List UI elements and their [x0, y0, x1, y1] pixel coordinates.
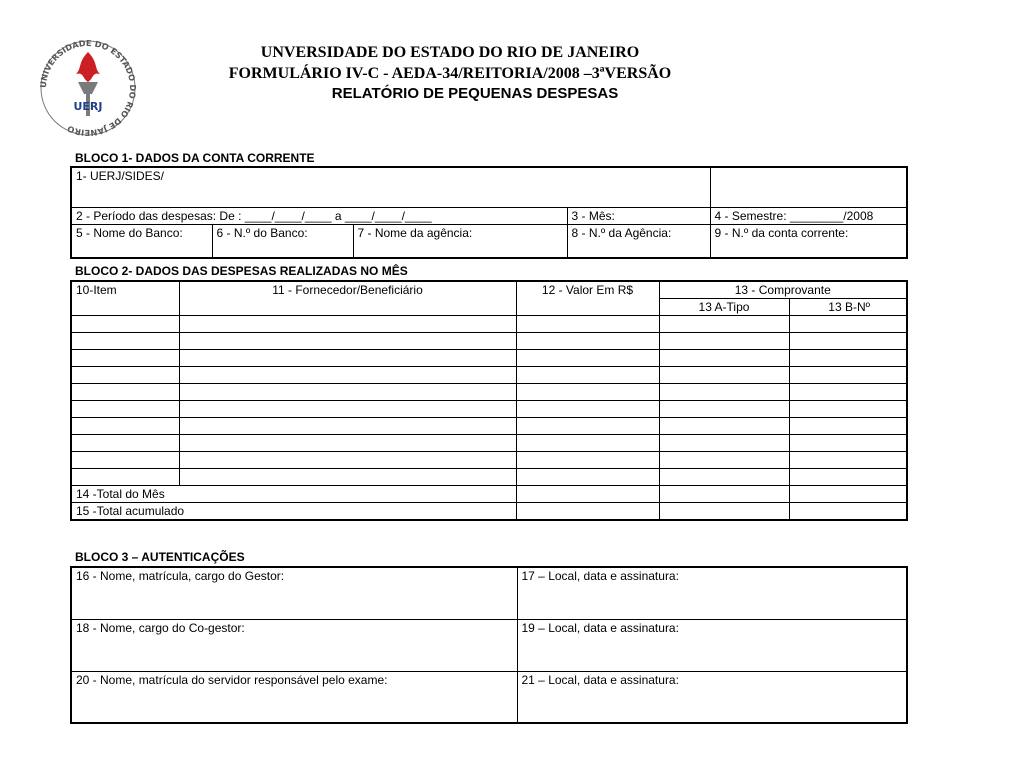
cell-numero[interactable]	[789, 418, 907, 435]
bloco3-table	[70, 566, 908, 724]
institution-title: UNVERSIDADE DO ESTADO DO RIO DE JANEIRO	[260, 44, 640, 61]
total-mes-label: 14 -Total do Mês	[71, 486, 516, 503]
cell-valor[interactable]	[516, 469, 659, 486]
cell-numero[interactable]	[789, 316, 907, 333]
field-numero-banco[interactable]: 6 - N.º do Banco:	[212, 224, 353, 258]
total-acumulado-tipo[interactable]	[659, 503, 789, 521]
cell-item[interactable]	[71, 333, 179, 350]
cell-item[interactable]	[71, 469, 179, 486]
total-mes-numero[interactable]	[789, 486, 907, 503]
cell-fornecedor[interactable]	[179, 367, 516, 384]
cell-numero[interactable]	[789, 469, 907, 486]
cell-fornecedor[interactable]	[179, 384, 516, 401]
bloco1-title: BLOCO 1- DADOS DA CONTA CORRENTE	[75, 151, 315, 165]
cell-numero[interactable]	[789, 401, 907, 418]
total-acumulado-numero[interactable]	[789, 503, 907, 521]
cell-valor[interactable]	[516, 418, 659, 435]
cell-numero[interactable]	[789, 350, 907, 367]
cell-item[interactable]	[71, 367, 179, 384]
field-numero-agencia[interactable]: 8 - N.º da Agência:	[567, 224, 710, 258]
cell-item[interactable]	[71, 316, 179, 333]
cell-fornecedor[interactable]	[179, 418, 516, 435]
field-periodo[interactable]: 2 - Período das despesas: De : ____/____/____ a ____/____/____	[71, 207, 567, 224]
cell-tipo[interactable]	[659, 350, 789, 367]
uerj-logo	[38, 38, 138, 138]
field-nome-banco[interactable]: 5 - Nome do Banco:	[71, 224, 212, 258]
cell-tipo[interactable]	[659, 384, 789, 401]
cell-tipo[interactable]	[659, 401, 789, 418]
cell-valor[interactable]	[516, 350, 659, 367]
cell-item[interactable]	[71, 401, 179, 418]
field-servidor-assinatura[interactable]: 21 – Local, data e assinatura:	[517, 671, 907, 723]
header-numero: 13 B-Nº	[789, 299, 907, 316]
cell-tipo[interactable]	[659, 333, 789, 350]
total-acumulado-label: 15 -Total acumulado	[71, 503, 516, 521]
cell-numero[interactable]	[789, 435, 907, 452]
field-uerj-sides-extra[interactable]	[710, 167, 907, 207]
cell-valor[interactable]	[516, 384, 659, 401]
field-uerj-sides[interactable]: 1- UERJ/SIDES/	[71, 167, 710, 207]
cell-fornecedor[interactable]	[179, 401, 516, 418]
cell-valor[interactable]	[516, 367, 659, 384]
cell-numero[interactable]	[789, 333, 907, 350]
cell-item[interactable]	[71, 418, 179, 435]
header-tipo: 13 A-Tipo	[659, 299, 789, 316]
field-conta-corrente[interactable]: 9 - N.º da conta corrente:	[710, 224, 907, 258]
flame-icon	[76, 52, 100, 82]
cell-fornecedor[interactable]	[179, 333, 516, 350]
cell-tipo[interactable]	[659, 452, 789, 469]
cell-fornecedor[interactable]	[179, 469, 516, 486]
total-mes-valor[interactable]	[516, 486, 659, 503]
form-title: FORMULÁRIO IV-C - AEDA-34/REITORIA/2008 –3ªVERSÃO	[228, 65, 672, 82]
cell-fornecedor[interactable]	[179, 452, 516, 469]
field-cogestor[interactable]: 18 - Nome, cargo do Co-gestor:	[71, 619, 517, 671]
logo-ring-text: UNIVERSIDADE DO ESTADO DO RIO DE JANEIRO	[38, 38, 138, 138]
header-fornecedor: 11 - Fornecedor/Beneficiário	[179, 281, 516, 316]
cell-item[interactable]	[71, 350, 179, 367]
cell-valor[interactable]	[516, 316, 659, 333]
cell-valor[interactable]	[516, 452, 659, 469]
logo-abbr: UERJ	[73, 100, 103, 113]
cell-tipo[interactable]	[659, 316, 789, 333]
header-valor: 12 - Valor Em R$	[516, 281, 659, 316]
cell-valor[interactable]	[516, 333, 659, 350]
total-mes-tipo[interactable]	[659, 486, 789, 503]
cell-numero[interactable]	[789, 452, 907, 469]
cell-tipo[interactable]	[659, 469, 789, 486]
cell-valor[interactable]	[516, 435, 659, 452]
cell-tipo[interactable]	[659, 435, 789, 452]
cell-item[interactable]	[71, 384, 179, 401]
header-item: 10-Item	[71, 281, 179, 316]
cell-valor[interactable]	[516, 401, 659, 418]
cell-fornecedor[interactable]	[179, 350, 516, 367]
torch-icon	[78, 82, 98, 94]
report-title: RELATÓRIO DE PEQUENAS DESPESAS	[331, 85, 619, 102]
cell-tipo[interactable]	[659, 367, 789, 384]
field-gestor[interactable]: 16 - Nome, matrícula, cargo do Gestor:	[71, 567, 517, 619]
field-servidor-exame[interactable]: 20 - Nome, matrícula do servidor responsável pelo exame:	[71, 671, 517, 723]
cell-item[interactable]	[71, 435, 179, 452]
total-acumulado-valor[interactable]	[516, 503, 659, 521]
field-cogestor-assinatura[interactable]: 19 – Local, data e assinatura:	[517, 619, 907, 671]
cell-tipo[interactable]	[659, 418, 789, 435]
bloco2-table	[70, 280, 908, 521]
cell-numero[interactable]	[789, 367, 907, 384]
cell-fornecedor[interactable]	[179, 435, 516, 452]
field-nome-agencia[interactable]: 7 - Nome da agência:	[353, 224, 567, 258]
header-comprovante: 13 - Comprovante	[659, 281, 907, 299]
bloco2-title: BLOCO 2- DADOS DAS DESPESAS REALIZADAS NO MÊS	[75, 264, 408, 278]
cell-numero[interactable]	[789, 384, 907, 401]
bloco1-table	[70, 166, 908, 259]
field-mes[interactable]: 3 - Mês:	[567, 207, 710, 224]
cell-item[interactable]	[71, 452, 179, 469]
field-gestor-assinatura[interactable]: 17 – Local, data e assinatura:	[517, 567, 907, 619]
cell-fornecedor[interactable]	[179, 316, 516, 333]
field-semestre[interactable]: 4 - Semestre: ________/2008	[710, 207, 907, 224]
bloco3-title: BLOCO 3 – AUTENTICAÇÕES	[75, 550, 245, 564]
